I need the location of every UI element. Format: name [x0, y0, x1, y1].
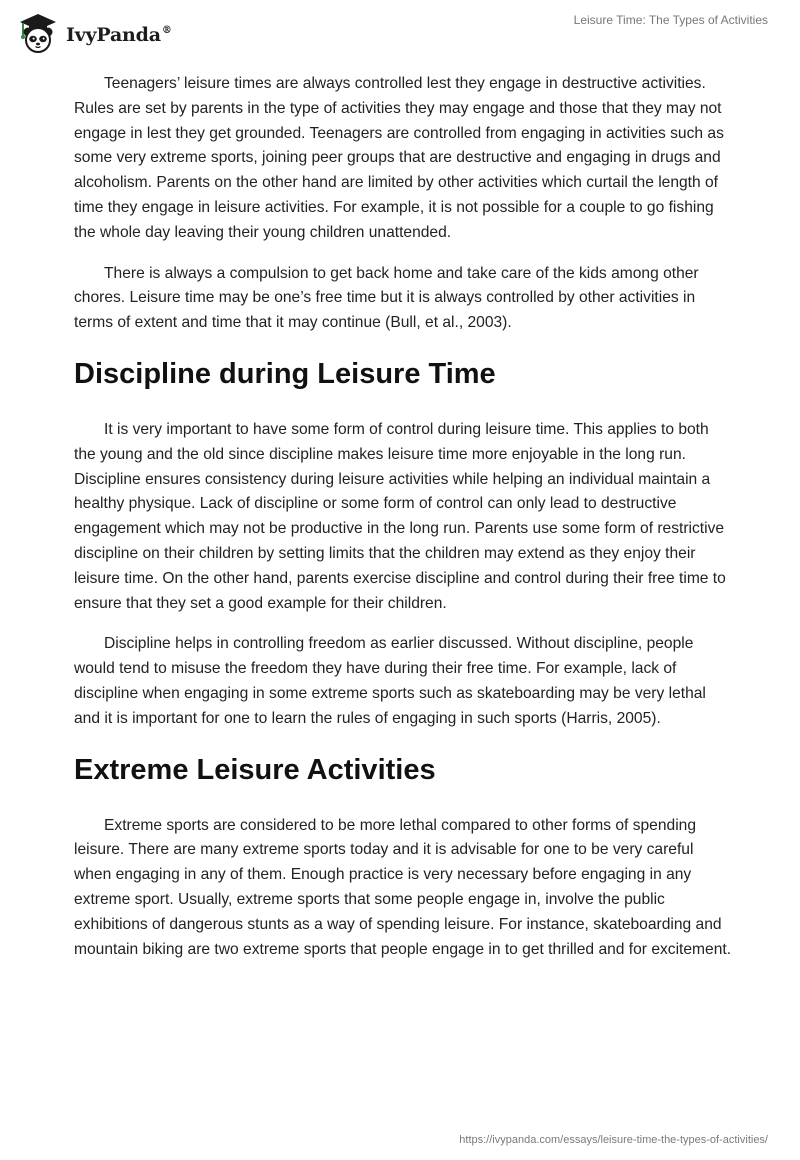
panda-graduate-logo-icon — [14, 10, 62, 58]
source-url[interactable]: https://ivypanda.com/essays/leisure-time-the-types-of-activities/ — [459, 1134, 768, 1146]
brand-logo[interactable] — [14, 10, 172, 58]
document-title: Leisure Time: The Types of Activities — [573, 13, 768, 27]
paragraph: Teenagers’ leisure times are always controlled lest they engage in destructive activities. Rules are set by parents in the type of activities they may engage and those that they may not engage in lest they get grounded. Teenagers are controlled from engaging in activities such as some very extreme sports, joining peer groups that are destructive and engaging in drugs and alcoholism. Parents on the other hand are limited by other activities which curtail the length of time they engage in leisure activities. For example, it is not possible for a couple to go fishing the whole day leaving their young children unattended. — [74, 75, 724, 241]
section-heading-discipline: Discipline during Leisure Time — [74, 357, 496, 390]
section-heading-extreme-activities: Extreme Leisure Activities — [74, 753, 436, 786]
page-header — [0, 0, 800, 70]
essay-content — [74, 72, 734, 978]
paragraph: It is very important to have some form of control during leisure time. This applies to both the young and the old since discipline makes leisure time more enjoyable in the long run. Discipline ensures consistency during leisure activities while helping an individual maintain a healthy physique. Lack of discipline or some form of control can only lead to destructive engagement which may not be productive in the long run. Parents use some form of restrictive discipline on their children by setting limits that the children may extend as they enjoy their leisure time. On the other hand, parents exercise discipline and control during their free time to ensure that they set a good example for their children. — [74, 420, 726, 612]
brand-name: IvyPanda® — [66, 24, 172, 46]
paragraph: Extreme sports are considered to be more lethal compared to other forms of spending leisure. There are many extreme sports today and it is advisable for one to be very careful when engaging in any of them. Enough practice is very necessary before engaging in any extreme sport. Usually, extreme sports that some people engage in, involve the public exhibitions of dangerous stunts as a way of spending leisure. For instance, skateboarding and mountain biking are two extreme sports that people engage in to get thrilled and for excitement. — [74, 816, 732, 958]
paragraph: There is always a compulsion to get back home and take care of the kids among other chores. Leisure time may be one’s free time but it is always controlled by other activities in terms of extent and time that it may continue (Bull, et al., 2003). — [74, 264, 699, 332]
paragraph: Discipline helps in controlling freedom as earlier discussed. Without discipline, people would tend to misuse the freedom they have during their free time. For example, lack of discipline when engaging in some extreme sports such as skateboarding may be very lethal and it is important for one to learn the rules of engaging in such sports (Harris, 2005). — [74, 635, 706, 727]
